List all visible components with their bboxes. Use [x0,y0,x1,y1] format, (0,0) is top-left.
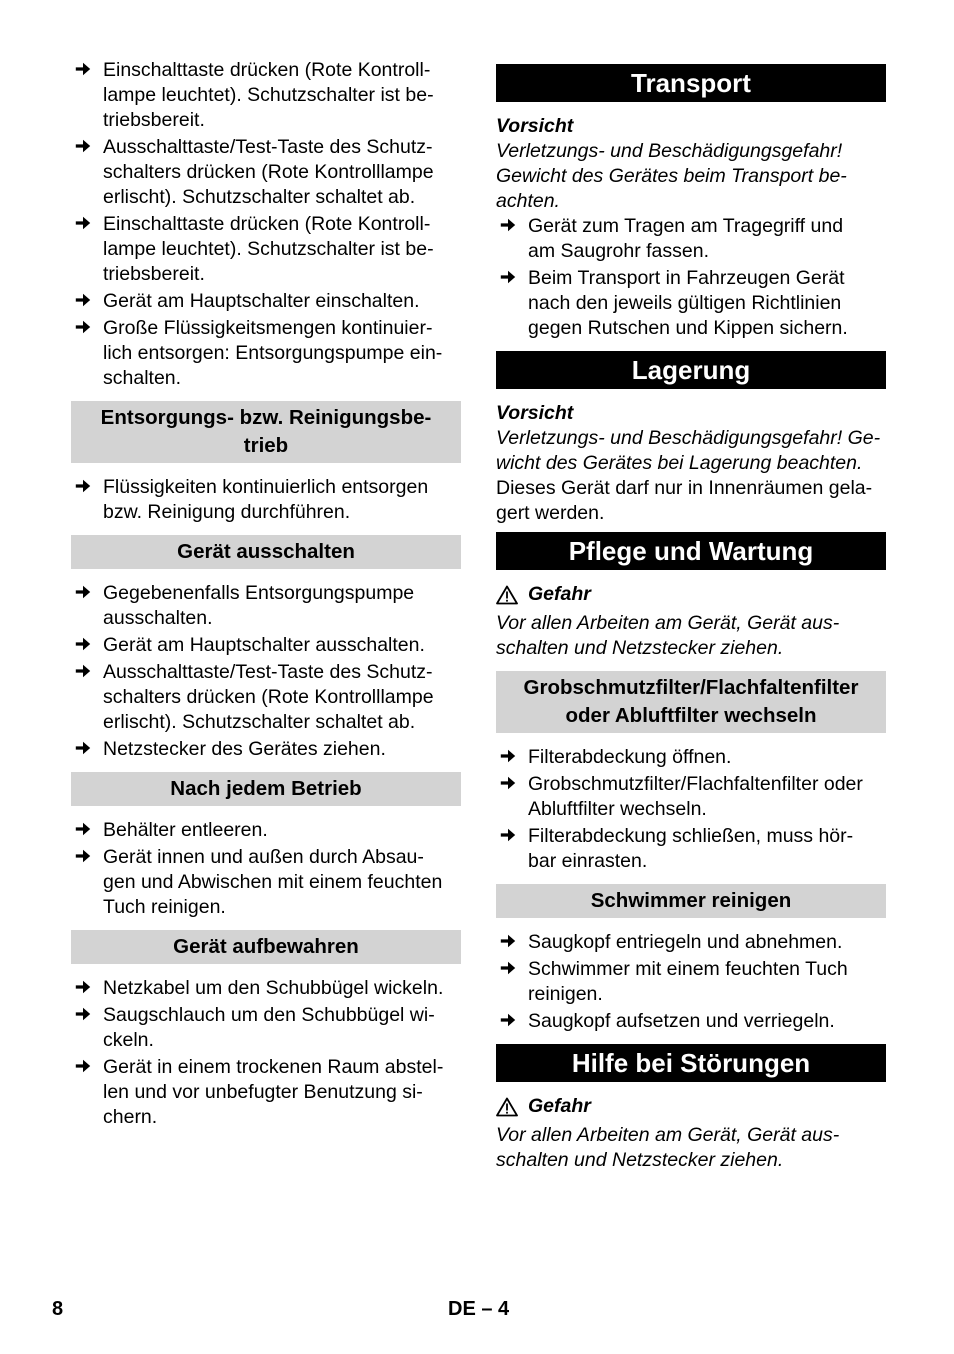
step-text: Gerät innen und außen durch Absau- gen und Abwischen mit einem feuchten Tuch reinigen. [103,846,443,918]
caution-label: Vorsicht [496,402,574,424]
section-heading-schwimmer: Schwimmer reinigen [496,884,886,918]
language-page-marker: DE – 4 [448,1298,510,1320]
step-text: Filterabdeckung schließen, muss hör- bar einrasten. [528,825,854,872]
arrow-right-icon [74,739,94,759]
list-item [71,976,461,1001]
list-item [71,1003,461,1053]
steps-group-einschalten [71,58,461,391]
list-item [71,818,461,843]
step-text: Einschalttaste drücken (Rote Kontroll- lampe leuchtet). Schutzschalter ist be- triebsbereit. [103,213,434,285]
page-number: 8 [52,1298,64,1320]
step-text: Gerät in einem trockenen Raum abstel- len und vor unbefugter Benutzung si- chern. [103,1056,444,1128]
list-item [71,58,461,133]
arrow-right-icon [74,978,94,998]
list-item [496,1009,886,1034]
step-text: Gerät am Hauptschalter ausschalten. [103,634,425,656]
step-text: Saugkopf aufsetzen und verriegeln. [528,1010,835,1032]
step-text: Netzstecker des Gerätes ziehen. [103,738,386,760]
list-item [71,475,461,525]
list-item [496,930,886,955]
arrow-right-icon [499,747,519,767]
warning-triangle-icon [496,585,518,605]
step-text: Gerät am Hauptschalter einschalten. [103,290,420,312]
arrow-right-icon [499,268,519,288]
danger-label-row [496,1094,886,1119]
step-text: Gegebenenfalls Entsorgungspumpe ausschalten. [103,582,415,629]
step-text: Grobschmutzfilter/Flachfaltenfilter oder Abluftfilter wechseln. [528,773,863,820]
list-item [71,581,461,631]
section-heading-ausschalten: Gerät ausschalten [71,535,461,569]
list-item [496,266,886,341]
arrow-right-icon [499,959,519,979]
arrow-right-icon [499,216,519,236]
body-text: Dieses Gerät darf nur in Innenräumen gela- gert werden. [496,477,873,524]
arrow-right-icon [74,1057,94,1077]
arrow-right-icon [74,662,94,682]
section-title-transport: Transport [496,64,886,102]
arrow-right-icon [74,137,94,157]
list-item [496,772,886,822]
danger-text: Vor allen Arbeiten am Gerät, Gerät aus- schalten und Netzstecker ziehen. [496,1124,840,1171]
list-item [71,289,461,314]
step-text: Behälter entleeren. [103,819,268,841]
list-item [71,845,461,920]
arrow-right-icon [74,291,94,311]
list-item [71,633,461,658]
list-item [71,212,461,287]
danger-label-row [496,582,886,607]
arrow-right-icon [74,635,94,655]
caution-text: Verletzungs- und Beschädigungsgefahr! Ge- wicht des Gerätes bei Lagerung beachten. [496,427,881,474]
arrow-right-icon [74,60,94,80]
arrow-right-icon [74,214,94,234]
step-text: Ausschalttaste/Test-Taste des Schutz- schalters drücken (Rote Kontrolllampe erlischt). Schutzschalter schaltet ab. [103,136,434,208]
right-column [496,64,886,1173]
warning-triangle-icon [496,1097,518,1117]
list-item [71,737,461,762]
caution-text: Verletzungs- und Beschädigungsgefahr! Gewicht des Gerätes beim Transport be- achten. [496,140,847,212]
step-text: Filterabdeckung öffnen. [528,746,732,768]
arrow-right-icon [74,820,94,840]
step-text: Beim Transport in Fahrzeugen Gerät nach den jeweils gültigen Richtlinien gegen Rutschen und Kippen sichern. [528,267,848,339]
danger-label: Gefahr [528,1095,591,1117]
section-heading-entsorgung: Entsorgungs- bzw. Reinigungsbe- trieb [71,401,461,463]
section-title-pflege: Pflege und Wartung [496,532,886,570]
step-text: Einschalttaste drücken (Rote Kontroll- lampe leuchtet). Schutzschalter ist be- triebsbereit. [103,59,434,131]
section-title-hilfe: Hilfe bei Störungen [496,1044,886,1082]
section-heading-aufbewahren: Gerät aufbewahren [71,930,461,964]
step-text: Gerät zum Tragen am Tragegriff und am Saugrohr fassen. [528,215,844,262]
section-heading-nach-betrieb: Nach jedem Betrieb [71,772,461,806]
section-title-lagerung: Lagerung [496,351,886,389]
danger-label: Gefahr [528,583,591,605]
danger-text: Vor allen Arbeiten am Gerät, Gerät aus- schalten und Netzstecker ziehen. [496,612,840,659]
arrow-right-icon [74,847,94,867]
caution-label: Vorsicht [496,115,574,137]
step-text: Netzkabel um den Schubbügel wickeln. [103,977,444,999]
step-text: Ausschalttaste/Test-Taste des Schutz- schalters drücken (Rote Kontrolllampe erlischt). Schutzschalter schaltet ab. [103,661,434,733]
list-item [71,1055,461,1130]
arrow-right-icon [499,932,519,952]
left-column [71,58,461,1130]
arrow-right-icon [499,1011,519,1031]
list-item [496,957,886,1007]
arrow-right-icon [74,583,94,603]
arrow-right-icon [74,1005,94,1025]
list-item [71,660,461,735]
list-item [496,214,886,264]
arrow-right-icon [74,477,94,497]
step-text: Saugkopf entriegeln und abnehmen. [528,931,843,953]
list-item [71,135,461,210]
arrow-right-icon [499,774,519,794]
arrow-right-icon [499,826,519,846]
list-item [71,316,461,391]
section-heading-filter: Grobschmutzfilter/Flachfaltenfilter oder Abluftfilter wechseln [496,671,886,733]
arrow-right-icon [74,318,94,338]
step-text: Saugschlauch um den Schubbügel wi- ckeln. [103,1004,435,1051]
step-text: Flüssigkeiten kontinuierlich entsorgen bzw. Reinigung durchführen. [103,476,429,523]
list-item [496,824,886,874]
step-text: Schwimmer mit einem feuchten Tuch reinigen. [528,958,848,1005]
step-text: Große Flüssigkeitsmengen kontinuier- lich entsorgen: Entsorgungspumpe ein- schalten. [103,317,443,389]
list-item [496,745,886,770]
